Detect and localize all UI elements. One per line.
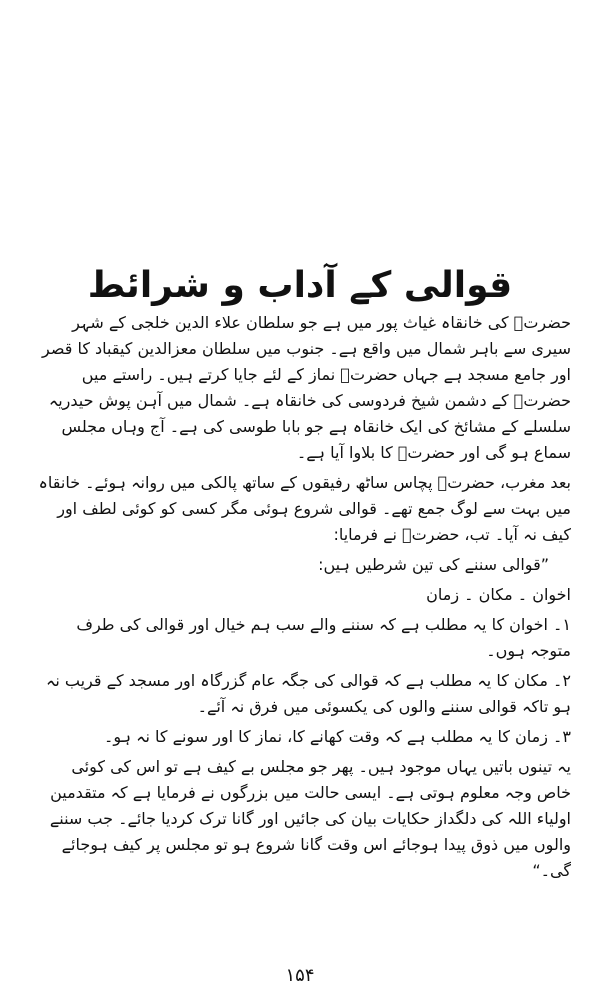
paragraph: یہ تینوں باتیں یہاں موجود ہیں۔ پھر جو مجلس بے کیف ہے تو اس کی کوئی خاص وجہ معلوم ہوتی ہے۔ ایسی حالت میں بزرگوں نے فرمایا ہے کہ متقدمین اولیاء اللہ کی دلگداز حکایات بیان کی جائیں اور گانا ترک کردیا جائے۔ جب سننے والوں میں ذوق پیدا ہوجائے اس وقت گانا شروع ہو تو مجلس پر کیف ہوجائے گی۔“ [49,757,571,880]
condition-item: ۲۔ مکان کا یہ مطلب ہے کہ قوالی کی جگہ عام گزرگاہ اور مسجد کے قریب نہ ہو تاکہ قوالی سننے والوں کی یکسوئی میں فرق نہ آئے۔ [45,671,571,716]
paragraph: بعد مغرب، حضرتؒ پچاس ساٹھ رفیقوں کے ساتھ پالکی میں روانہ ہوئے۔ خانقاہ میں بہت سے لوگ جمع تھے۔ قوالی شروع ہوئی مگر کسی کو کوئی لطف اور کیف نہ آیا۔ تب، حضرتؒ نے فرمایا: [38,473,571,544]
quote-intro: ”قوالی سننے کی تین شرطیں ہیں: [318,555,549,574]
page-number: ۱۵۴ [285,965,315,986]
condition-item: ۱۔ اخوان کا یہ مطلب ہے کہ سننے والے سب ہم خیال اور قوالی کی طرف متوجہ ہوں۔ [76,615,571,660]
chapter-title: قوالی کے آداب و شرائط [87,265,513,307]
conditions-list: اخوان ۔ مکان ۔ زمان [426,585,571,604]
paragraph: حضرتؒ کی خانقاہ غیاث پور میں ہے جو سلطان علاء الدین خلجی کے شہر سیری سے باہر شمال میں واقع ہے۔ جنوب میں سلطان معزالدین کیقباد کا قصر اور جامع مسجد ہے جہاں حضرتؒ نماز کے لئے جایا کرتے ہیں۔ راستے میں حضرتؒ کے دشمن شیخ فردوسی کی خانقاہ ہے۔ شمال میں آہن پوش حیدریہ سلسلے کے مشائخ کی ایک خانقاہ ہے جو بابا طوسی کی ہے۔ آج وہاں مجلس سماع ہو گی اور حضرتؒ کا بلاوا آیا ہے۔ [42,313,571,462]
chapter-body [36,310,571,888]
condition-item: ۳۔ زمان کا یہ مطلب ہے کہ وقت کھانے کا، نماز کا اور سونے کا نہ ہو۔ [104,727,571,746]
